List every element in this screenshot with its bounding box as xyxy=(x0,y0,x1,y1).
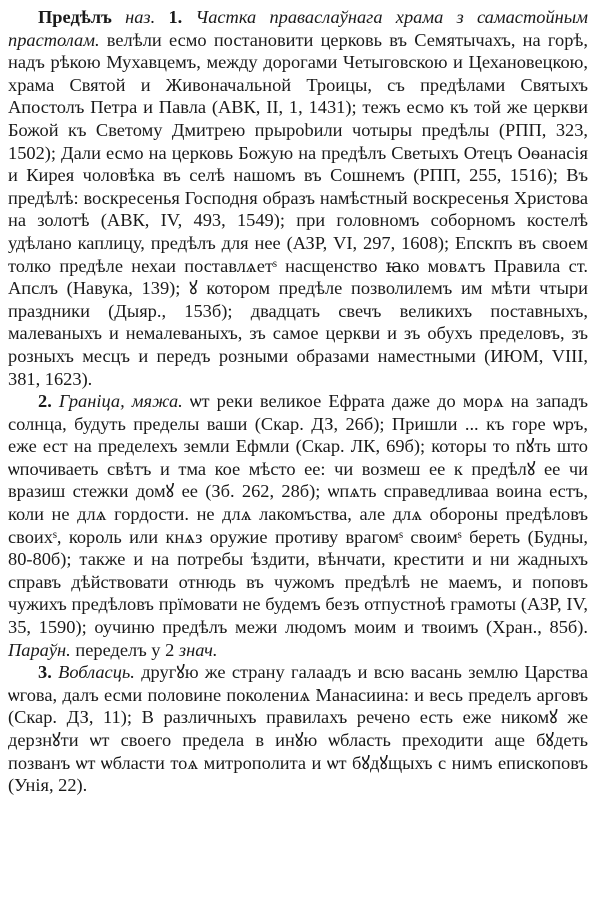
sense-2-number: 2. xyxy=(38,391,52,412)
sense-1-definition: Частка праваслаўнага храма з самастойным прастолам. xyxy=(8,7,588,50)
compare-abbr: Параўн. xyxy=(8,639,71,660)
sense-3-definition: Вобласць. xyxy=(58,662,135,683)
sense-1-number: 1. xyxy=(168,7,183,27)
sense-2-definition: Граніца, мяжа. xyxy=(58,391,183,412)
meaning-abbr: знач. xyxy=(178,639,218,660)
cross-reference: переделъ у 2 xyxy=(75,639,175,660)
sense-3-citations: другꙋю же страну галаадъ и всю васань землю Царства ѡгова, далъ есми половине поколениѧ Манасиина: и весь пределъ арговъ (Скар. ДЗ, 11); В различныхъ правилахъ речено есть еже никомꙋ же дерзнꙋти ѡт своего предела в инꙋю ѡбласть преходити аще бꙋдеть позванъ ѡт ѡбласти тоѧ митрополита и ѡт бꙋдꙋщыхъ с нимъ епископовъ (Унія, 22). xyxy=(8,662,588,796)
sense-2-paragraph xyxy=(8,390,588,661)
sense-1-paragraph xyxy=(8,6,588,390)
headword: Предѣлъ xyxy=(38,7,112,27)
sense-1-citations: велѣли есмо постановити церковь въ Семятычахъ, на горѣ, надъ рѣкою Мухавцемъ, между дорогами Четыговскою и Цехановецкою, храма Святой и Живоначальной Троицы, съ предѣлами Святыхъ Апостолъ Петра и Павла (АВК, II, 1, 1431); тежъ есмо къ той же церкви Божой къ Светому Дмитрею прырobили чотыры предѣлы (РПП, 323, 1502); Дали есмо на церковь Божую на предѣлъ Светыхъ Отецъ Оѳанасія и Кирея чоловѣка въ селѣ нашомъ въ Сошнемъ (РПП, 255, 1516); Въ предѣлѣ: воскресенья Господня образъ намѣстный воскресенья Христова на золотѣ (АВК, IV, 493, 1549); при головномъ соборномъ костелѣ удѣлано каплицу, предѣлъ для нее (АЗР, VI, 297, 1608); Епскпъ въ своем толко предѣле нехаи поставлѧетˢ насщенство ꙗко мовѧтъ Правила ст. Апслъ (Навука, 139); ꙋ котором предѣле позволилемъ им мѣти чтыри праздники (Дыяр., 153б); двадцать свечъ великихъ поставныхъ, малеваныхъ и немалеваныхъ, зъ самое церкви и зъ обухъ пределовъ, зъ розныхъ месцъ и передъ розными образами наместными (ИЮМ, VIII, 381, 1623). xyxy=(8,29,588,389)
sense-2-citations: ѡт реки великое Ефрата даже до морѧ на западъ солнца, будуть пределы ваши (Скар. ДЗ, 26б); Пришли ... къ горе ѡръ, еже ест на пределехъ земли Ефмли (Скар. ЛК, 69б); которы то пꙋть што ѡпочиваеть свѣтъ и тма кое мѣсто ее: чи возмеш ее к предѣлꙋ ее чи вразиш стежки домꙋ ее (Зб. 262, 28б); ѡпѧть справедливаа воина естъ, коли не длѧ гордости. не длѧ лакомъства, але длѧ обороны предѣловъ своихˢ, король или кнѧз оружие противу врагомˢ своимˢ береть (Будны, 80-80б); также и на потребы ѣздити, вѣнчати, крестити и ни жадныхъ справъ дѣйствовати отнюдь въ чужомъ предѣлѣ не маемъ, и поповъ чужихъ предѣловъ прїмовати не будемъ безъ отпустноѣ грамоты (АЗР, IV, 35, 1590); оучиню предѣлъ межи людомъ моим и твоимъ (Хран., 85б). xyxy=(8,391,588,638)
part-of-speech-abbr: наз. xyxy=(125,7,156,27)
sense-3-number: 3. xyxy=(38,662,52,683)
sense-3-paragraph xyxy=(8,661,588,797)
